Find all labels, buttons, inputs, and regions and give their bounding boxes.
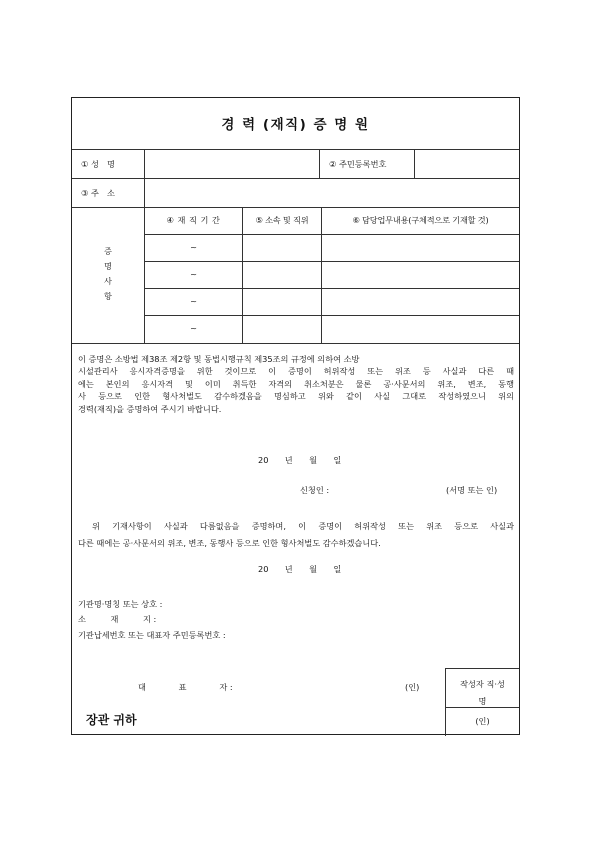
divider xyxy=(144,234,519,235)
resident-id-field[interactable] xyxy=(415,150,519,177)
recipient: 장관 귀하 xyxy=(86,713,137,727)
writer-seal: (인) xyxy=(475,716,490,726)
address-field[interactable] xyxy=(145,179,519,206)
name-label: ① 성 명 xyxy=(81,159,115,169)
divider xyxy=(72,343,519,344)
divider xyxy=(445,707,519,708)
certificate-form xyxy=(71,97,520,735)
divider xyxy=(321,207,322,343)
period-cell[interactable]: ~ xyxy=(190,323,197,333)
period-cell[interactable]: ~ xyxy=(190,242,197,252)
date-line-1: 20 년 월 일 xyxy=(258,455,342,465)
representative-seal: (인) xyxy=(405,682,420,692)
divider xyxy=(144,315,519,316)
applicant-label: 신청인 : xyxy=(300,485,330,495)
header-period: ④ 재 직 기 간 xyxy=(166,215,221,225)
divider xyxy=(144,261,519,262)
date-line-2: 20 년 월 일 xyxy=(258,564,342,574)
header-dept: ⑤ 소속 및 직위 xyxy=(255,215,309,225)
period-cell[interactable]: ~ xyxy=(190,296,197,306)
divider xyxy=(319,149,320,178)
proof-side-label: 증 명 사 항 xyxy=(104,246,112,301)
name-field[interactable] xyxy=(145,150,318,177)
divider xyxy=(144,288,519,289)
page-title: 경 력 (재직) 증 명 원 xyxy=(221,117,370,133)
period-cell[interactable]: ~ xyxy=(190,269,197,279)
writer-label: 작성자 직·성 명 xyxy=(460,679,505,706)
resident-id-label: ② 주민등록번호 xyxy=(329,159,387,169)
divider xyxy=(72,207,519,208)
statement-paragraph-1: 이 증명은 소방법 제38조 제2항 및 동법시행규칙 제35조의 규정에 의하여 소방 시설관리사 응시자격증명을 위한 것이므로 이 증명이 허위작성 또는 위조 등 사실과 다른 때 에는 본인의 응시자격 및 이미 취득한 자격의 취소처분은 물론 공·사문서의 위조, 변조, 동행 사 등으로 인한 형사처벌도 감수하겠음을 명심하고 위와 같이 사실 그대로 작성하였으니 위의 경력(재직)을 증명하여 주시기 바랍니다. xyxy=(78,354,514,414)
divider xyxy=(445,668,519,669)
header-duties: ⑥ 담당업무내용(구체적으로 기재할 것) xyxy=(352,215,489,225)
org-location-label: 소 재 지 : xyxy=(78,614,157,624)
org-name-label: 기관명·명칭 또는 상호 : xyxy=(78,599,163,609)
statement-paragraph-2: 위 기재사항이 사실과 다름없음을 증명하며, 이 증명이 허위작성 또는 위조 등으로 사실과 다른 때에는 공·사문서의 위조, 변조, 동행사 등으로 인한 형사처벌도 감수하겠습니다. xyxy=(78,521,514,548)
representative-label: 대 표 자 : xyxy=(138,682,233,692)
address-label: ③ 주 소 xyxy=(81,188,115,198)
applicant-sign: (서명 또는 인) xyxy=(446,485,498,495)
org-tax-id-label: 기관납세번호 또는 대표자 주민등록번호 : xyxy=(78,630,226,640)
divider xyxy=(242,207,243,343)
